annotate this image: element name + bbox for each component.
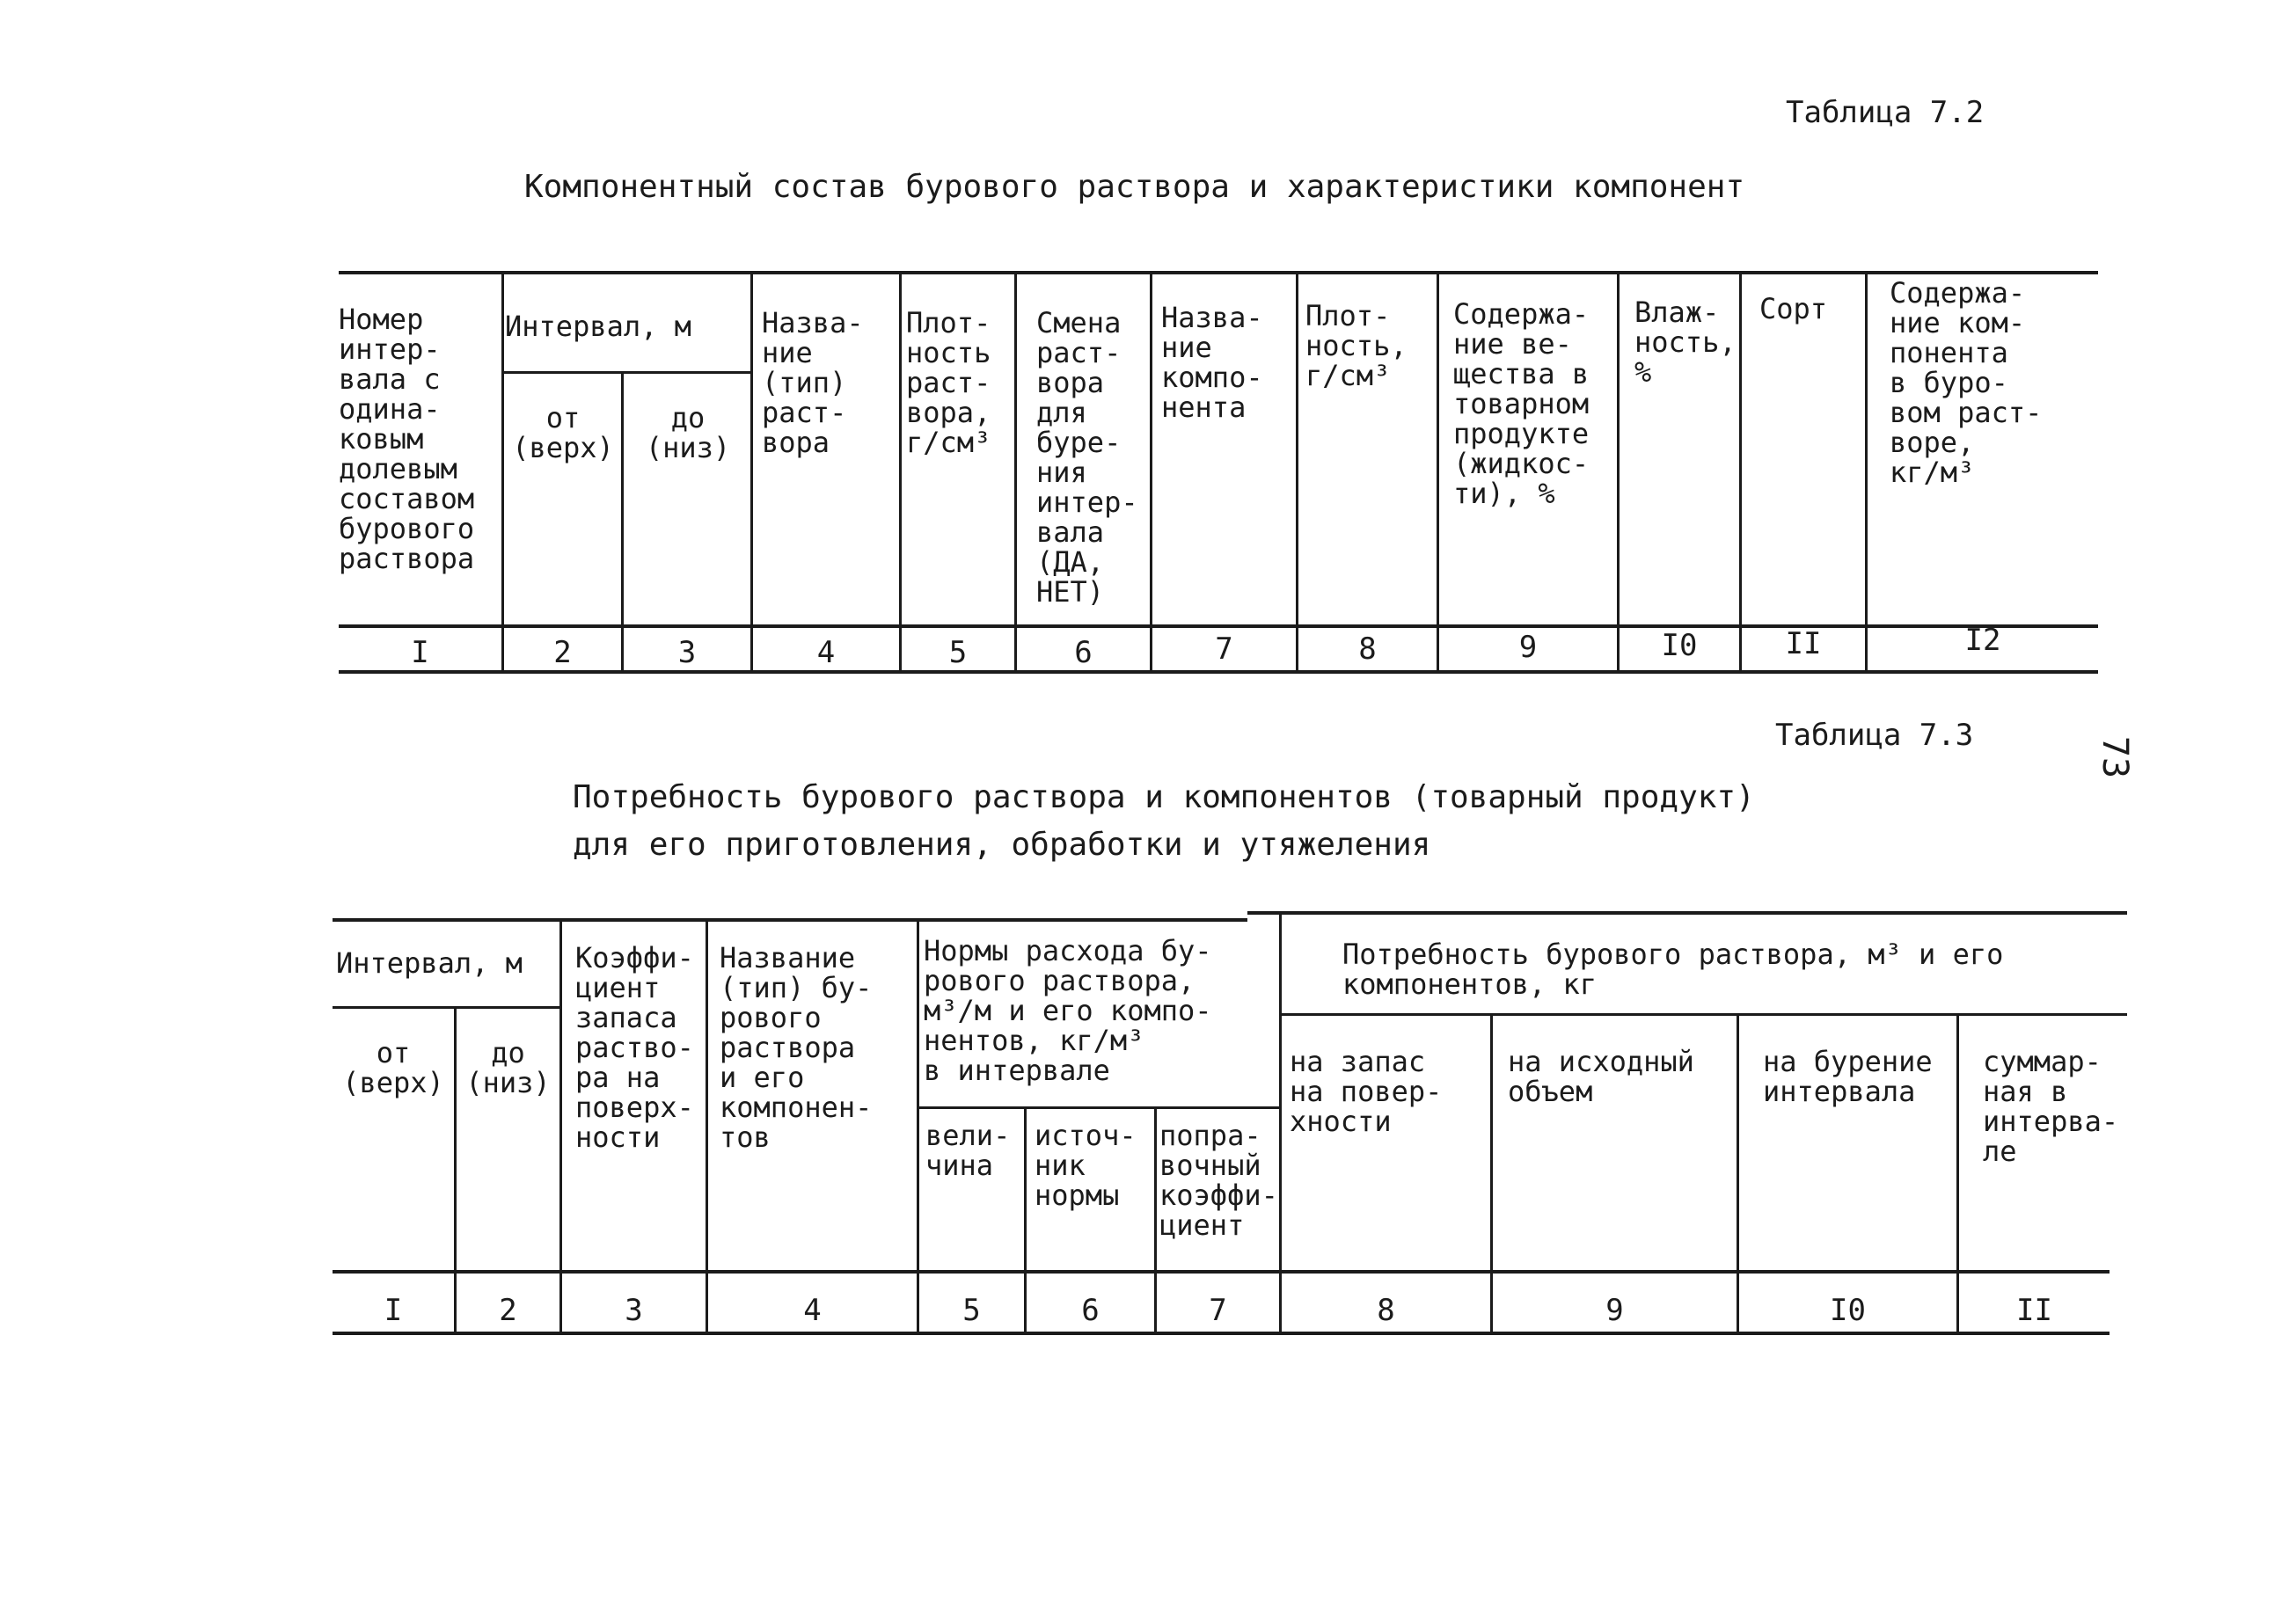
table-7-2-interval-rule [501, 371, 753, 374]
table-7-2-title: Компонентный состав бурового раствора и характеристики компонент [524, 169, 1745, 205]
table-7-3-need-rule [1281, 1013, 2127, 1016]
table-7-2-col-number: 6 [1074, 635, 1093, 670]
table-7-2-col-number: 8 [1358, 631, 1377, 667]
table-7-3-caption: Таблица 7.3 [1775, 718, 1974, 753]
table-7-2-col-divider [1437, 271, 1439, 674]
table-7-3-col-divider [1956, 1015, 1959, 1335]
table-7-3-header-need: Потребность бурового раствора, м³ и его компонентов, кг [1342, 938, 2004, 1001]
table-7-3-col-number: 5 [962, 1293, 981, 1328]
table-7-2-col-divider [1617, 271, 1620, 674]
table-7-3-col-divider [917, 918, 919, 1335]
table-7-2-caption: Таблица 7.2 [1786, 95, 1985, 130]
table-7-3-header-consumption-norms: Нормы расхода бу- рового раствора, м³/м и его компо- нентов, кг/м³ в интервале [924, 934, 1212, 1087]
table-7-3-header-surface-reserve: на запас на повер- хности [1290, 1045, 1443, 1138]
table-7-2-col-number: 7 [1215, 631, 1233, 667]
table-7-2-col-number: I2 [1964, 623, 2001, 658]
table-7-2-header-component-name: Назва- ние компо- нента [1161, 301, 1263, 424]
table-7-2-top-rule [339, 271, 2098, 274]
table-7-3-col-divider [559, 918, 562, 1335]
table-7-2-header-interval: Интервал, м [505, 310, 691, 343]
table-7-3-header-norm-value: вели- чина [925, 1119, 1011, 1182]
table-7-3-interval-rule [333, 1006, 561, 1009]
table-7-2-header-component-content: Содержа- ние ком- понента в буро- вом раст- воре, кг/м³ [1890, 276, 2043, 489]
table-7-3-header-initial-volume: на исходный объем [1508, 1045, 1694, 1108]
table-7-3-col-divider [1279, 915, 1282, 1335]
table-7-3-header-correction-factor: попра- вочный коэффи- циент [1159, 1119, 1278, 1242]
table-7-2-col-divider [1865, 271, 1868, 674]
table-7-3-col-divider [706, 918, 708, 1335]
table-7-2-col-number: 4 [816, 635, 836, 670]
table-7-2-col-number: I [411, 635, 429, 670]
table-7-2-header-from: от (верх) [512, 401, 614, 464]
table-7-3-bottom-rule [333, 1332, 2110, 1335]
table-7-2-bottom-rule [339, 670, 2098, 674]
table-7-3-col-number: II [2016, 1293, 2052, 1328]
table-7-3-title-line-2: для его приготовления, обработки и утяжеления [573, 827, 1431, 863]
table-7-2-header-interval-number: Номер интер- вала с одина- ковым долевым составом бурового раствора [339, 303, 475, 575]
table-7-3-title-line-1: Потребность бурового раствора и компонентов (товарный продукт) [573, 779, 1755, 815]
table-7-3-header-total-in-interval: суммар- ная в интерва- ле [1983, 1045, 2119, 1168]
table-7-2-col-divider [501, 271, 504, 674]
table-7-2-header-substance-content: Содержа- ние ве- щества в товарном продукте (жидкос- ти), % [1453, 297, 1590, 510]
table-7-3-col-number: 6 [1081, 1293, 1100, 1328]
table-7-3-header-interval-drilling: на бурение интервала [1763, 1045, 1933, 1108]
table-7-2-col-number: II [1785, 626, 1822, 661]
table-7-3-top-rule [333, 918, 1247, 922]
table-7-3-col-divider [1490, 1015, 1493, 1335]
table-7-3-header-reserve-coefficient: Коэффи- циент запаса раство- ра на поверх- ности [575, 941, 694, 1154]
table-7-3-col-divider [1737, 1015, 1739, 1335]
table-7-3-col-number: 7 [1209, 1293, 1227, 1328]
table-7-2-header-fluid-name: Назва- ние (тип) раст- вора [762, 306, 864, 459]
table-7-2-col-divider [1014, 271, 1017, 674]
table-7-3-top-rule-right [1247, 911, 2127, 915]
table-7-3-col-number: I [384, 1293, 403, 1328]
table-7-2-col-number: 3 [677, 635, 697, 670]
table-7-3-header-interval: Интервал, м [336, 946, 523, 980]
table-7-3-col-number: 8 [1377, 1293, 1395, 1328]
table-7-2-col-divider [1296, 271, 1298, 674]
table-7-3-col-number: 4 [803, 1293, 822, 1328]
table-7-3-norms-rule [918, 1106, 1281, 1109]
table-7-2-col-divider [899, 271, 902, 674]
table-7-2-col-divider [1739, 271, 1742, 674]
page-number: 73 [2095, 735, 2136, 779]
table-7-2-header-component-density: Плот- ность, г/см³ [1305, 299, 1408, 392]
table-7-2-header-fluid-change: Смена раст- вора для буре- ния интер- вала (ДА, НЕТ) [1036, 306, 1138, 609]
table-7-3-col-number: I0 [1830, 1293, 1866, 1328]
table-7-2-header-moisture: Влаж- ность, % [1634, 296, 1737, 389]
table-7-2-header-grade: Сорт [1759, 292, 1828, 325]
table-7-3-header-from: от (верх) [342, 1036, 444, 1099]
table-7-3-header-to: до (низ) [465, 1036, 551, 1099]
table-7-2-header-fluid-density: Плот- ность раст- вора, г/см³ [906, 306, 991, 459]
table-7-2-col-divider [750, 271, 753, 674]
table-7-2-col-number: I0 [1661, 628, 1698, 663]
table-7-3-col-number: 3 [625, 1293, 643, 1328]
table-7-2-header-to: до (низ) [645, 401, 731, 464]
table-7-2-col-divider [621, 373, 624, 674]
table-7-3-col-number: 9 [1605, 1293, 1624, 1328]
table-7-2-col-number: 9 [1518, 630, 1538, 665]
table-7-3-header-fluid-name: Название (тип) бу- рового раствора и его компонен- тов [720, 941, 873, 1154]
table-7-3-header-bottom-rule [333, 1270, 2110, 1274]
table-7-2-col-number: 2 [553, 635, 572, 670]
table-7-3-col-number: 2 [499, 1293, 517, 1328]
table-7-3-header-norm-source: источ- ник нормы [1035, 1119, 1137, 1212]
table-7-2-col-divider [1150, 271, 1152, 674]
table-7-2-col-number: 5 [948, 635, 968, 670]
